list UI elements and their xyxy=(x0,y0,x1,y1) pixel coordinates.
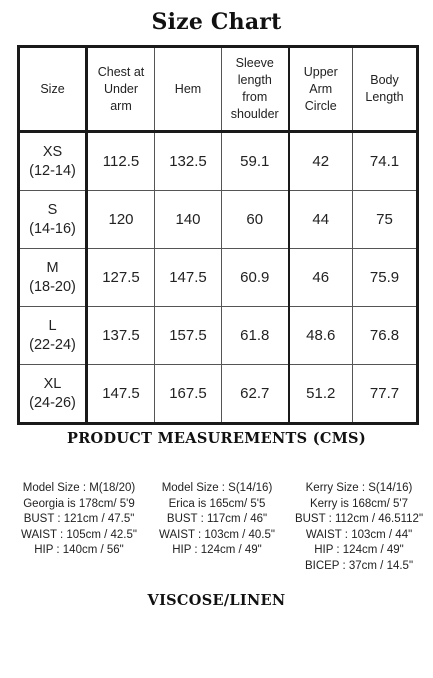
chest-cell: 127.5 xyxy=(87,249,155,307)
table-row xyxy=(19,132,418,191)
model-height-line: Georgia is 178cm/ 5'9 xyxy=(23,497,135,510)
body-length-cell: 75.9 xyxy=(353,249,418,307)
table-row xyxy=(19,191,418,249)
sleeve-cell: 61.8 xyxy=(222,307,289,365)
model-bicep-line: BICEP : 37cm / 14.5" xyxy=(304,559,414,572)
sleeve-cell: 60 xyxy=(222,191,289,249)
size-cell: XL (24-26) xyxy=(19,365,87,424)
upper-arm-cell: 42 xyxy=(289,132,353,191)
hem-cell: 157.5 xyxy=(155,307,222,365)
table-header xyxy=(19,47,418,132)
model-size-line: Model Size : M(18/20) xyxy=(22,482,136,494)
upper-arm-cell: 46 xyxy=(289,249,353,307)
upper-arm-cell: 44 xyxy=(289,191,353,249)
body-length-cell: 75 xyxy=(353,191,418,249)
sleeve-cell: 59.1 xyxy=(222,132,289,191)
header-hem: Hem xyxy=(155,47,222,132)
size-cell: XS (12-14) xyxy=(19,132,87,191)
sleeve-cell: 62.7 xyxy=(222,365,289,424)
upper-arm-cell: 51.2 xyxy=(289,365,353,424)
hem-cell: 132.5 xyxy=(155,132,222,191)
body-length-cell: 77.7 xyxy=(353,365,418,424)
model-height-line: Erica is 165cm/ 5'5 xyxy=(168,497,266,510)
hem-cell: 167.5 xyxy=(155,365,222,424)
table-row xyxy=(19,249,418,307)
table-body xyxy=(19,132,418,424)
model-info-kerry xyxy=(285,481,433,574)
header-chest: Chest at Under arm xyxy=(87,47,155,132)
model-waist-line: WAIST : 105cm / 42.5" xyxy=(21,528,137,541)
model-waist-line: WAIST : 103cm / 44" xyxy=(305,528,413,541)
header-upper-arm: Upper Arm Circle xyxy=(289,47,353,132)
header-sleeve: Sleeve length from shoulder xyxy=(222,47,289,132)
size-cell: S (14-16) xyxy=(19,191,87,249)
upper-arm-cell: 48.6 xyxy=(289,307,353,365)
table-row xyxy=(19,307,418,365)
model-height-line: Kerry is 168cm/ 5'7 xyxy=(309,497,409,510)
model-waist-line: WAIST : 103cm / 40.5" xyxy=(159,528,275,541)
measurements-title: PRODUCT MEASUREMENTS (CMS) xyxy=(66,430,366,447)
hem-cell: 140 xyxy=(155,191,222,249)
model-size-line: Kerry Size : S(14/16) xyxy=(305,482,413,494)
header-size: Size xyxy=(19,47,87,132)
chest-cell: 137.5 xyxy=(87,307,155,365)
table-row xyxy=(19,365,418,424)
header-row xyxy=(19,47,418,132)
chest-cell: 112.5 xyxy=(87,132,155,191)
page-title: Size Chart xyxy=(151,9,282,35)
hem-cell: 147.5 xyxy=(155,249,222,307)
model-info-georgia xyxy=(8,481,150,559)
chest-cell: 147.5 xyxy=(87,365,155,424)
size-cell: M (18-20) xyxy=(19,249,87,307)
model-hip-line: HIP : 124cm / 49" xyxy=(172,544,262,556)
body-length-cell: 76.8 xyxy=(353,307,418,365)
model-hip-line: HIP : 124cm / 49" xyxy=(314,544,404,556)
fabric-label: VISCOSE/LINEN xyxy=(147,592,286,609)
model-bust-line: BUST : 117cm / 46" xyxy=(166,513,268,525)
model-info-erica xyxy=(147,481,287,559)
sleeve-cell: 60.9 xyxy=(222,249,289,307)
model-hip-line: HIP : 140cm / 56" xyxy=(34,544,124,556)
model-bust-line: BUST : 121cm / 47.5" xyxy=(23,513,135,525)
model-size-line: Model Size : S(14/16) xyxy=(161,482,273,494)
model-bust-line: BUST : 112cm / 46.5112" xyxy=(294,513,424,525)
header-body-length: Body Length xyxy=(353,47,418,132)
size-chart-table xyxy=(17,45,419,425)
body-length-cell: 74.1 xyxy=(353,132,418,191)
size-cell: L (22-24) xyxy=(19,307,87,365)
chest-cell: 120 xyxy=(87,191,155,249)
